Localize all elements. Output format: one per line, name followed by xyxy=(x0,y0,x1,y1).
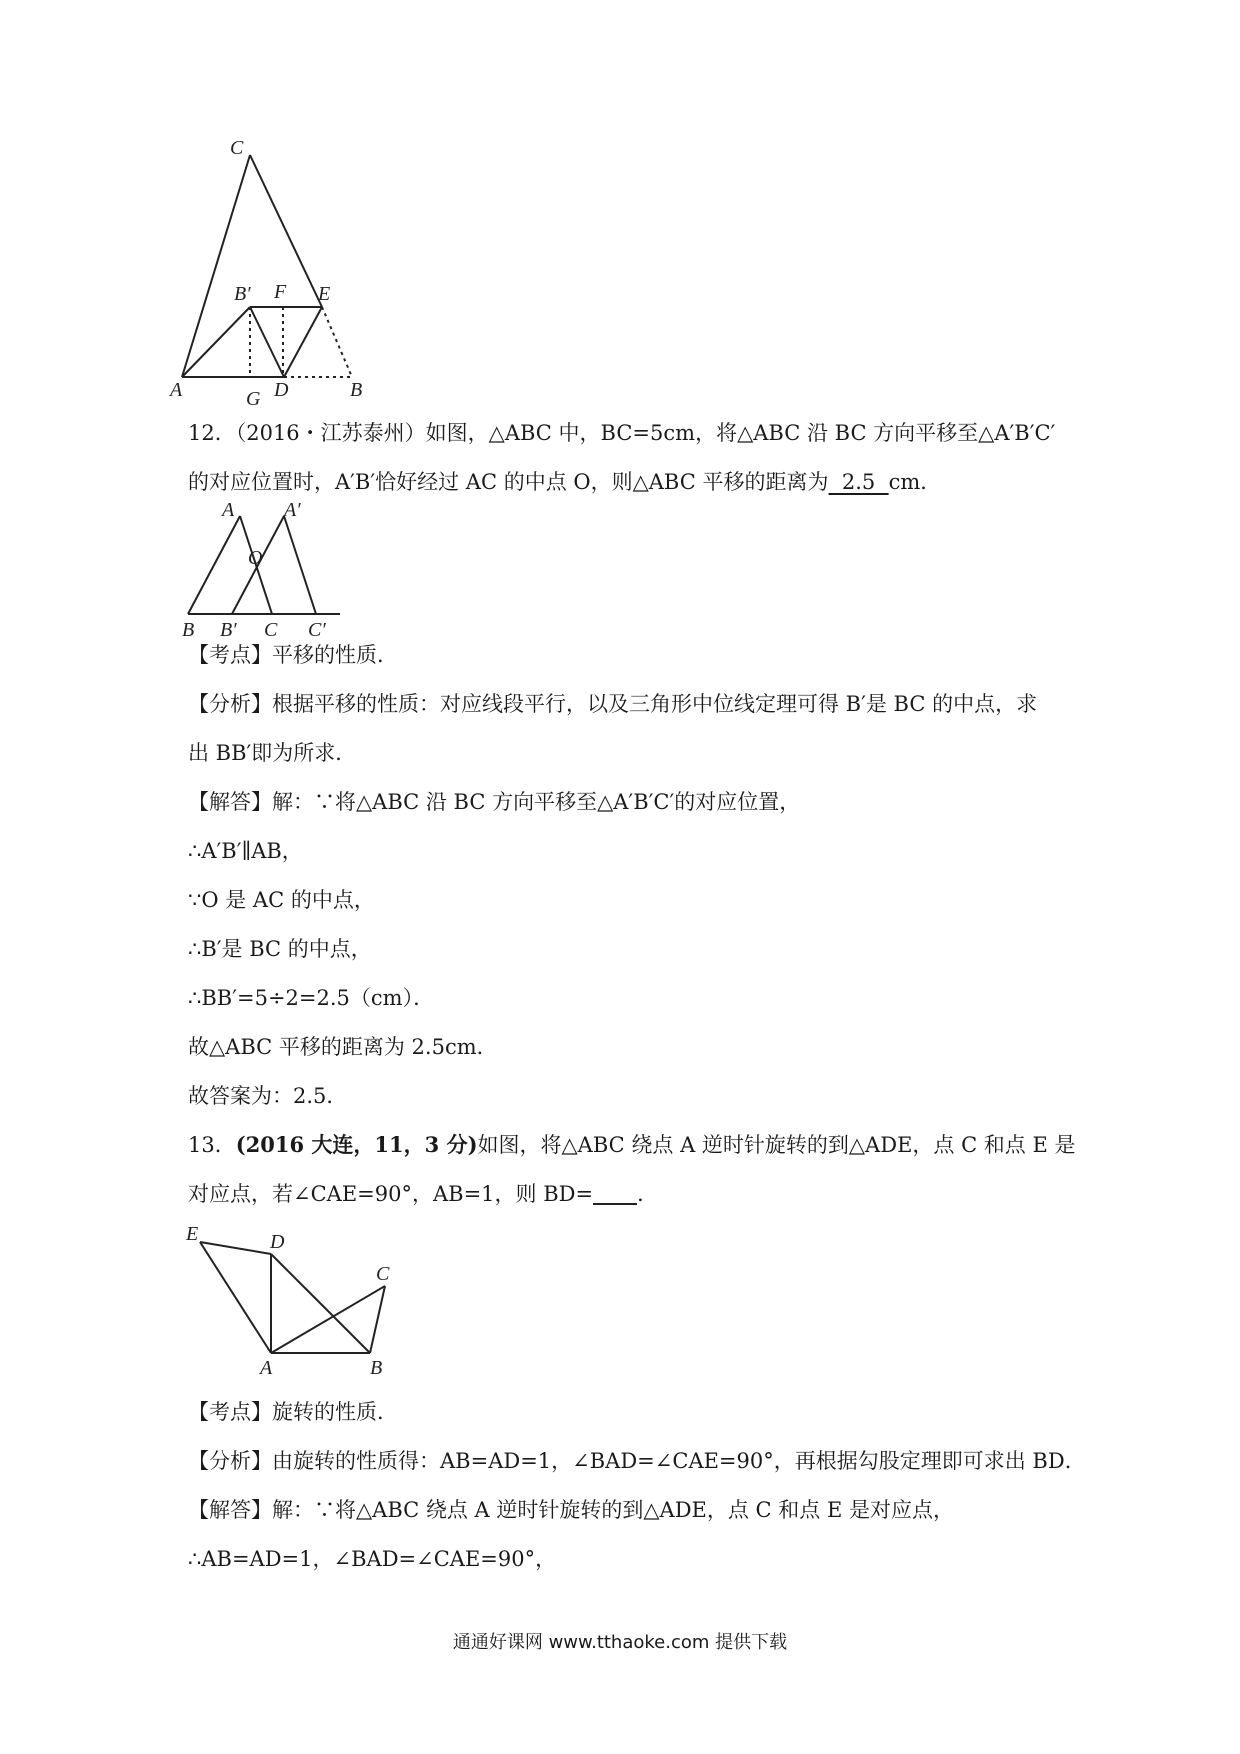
q12-step5: 故△ABC 平移的距离为 2.5cm． xyxy=(188,1035,498,1059)
label-C: C xyxy=(230,137,244,159)
q13-line1-text: 如图，将△ABC 绕点 A 逆时针旋转的到△ADE，点 C 和点 E 是 xyxy=(477,1133,1076,1157)
label-B-prime: B′ xyxy=(234,283,251,305)
figure3-svg xyxy=(188,1218,398,1378)
label-B: B xyxy=(182,619,195,641)
label-E: E xyxy=(186,1223,199,1245)
q13-line2-text: 对应点，若∠CAE=90°，AB=1，则 BD= xyxy=(188,1182,594,1206)
q12-answer-blank: 2.5 xyxy=(828,470,889,494)
q13-fenxi: 【分析】由旋转的性质得：AB=AD=1，∠BAD=∠CAE=90°，再根据勾股定理即可求出 BD． xyxy=(188,1449,1086,1473)
label-A-prime: A′ xyxy=(284,499,301,521)
figure-triangle-abc-parallelogram xyxy=(170,137,410,410)
q13-line1 xyxy=(188,1130,1076,1160)
q12-step2: ∵O 是 AC 的中点， xyxy=(188,888,375,912)
q12-line2-unit: cm． xyxy=(888,470,942,494)
q12-fenxi-line1: 【分析】根据平移的性质：对应线段平行，以及三角形中位线定理可得 B′是 BC 的中点，求 xyxy=(188,692,1038,716)
label-D: D xyxy=(274,379,289,401)
label-G: G xyxy=(246,388,261,410)
q12-line2-text: 的对应位置时，A′B′恰好经过 AC 的中点 O，则△ABC 平移的距离为 xyxy=(188,470,829,494)
label-B: B xyxy=(350,379,363,401)
q12-line1: 12．（2016・江苏泰州）如图，△ABC 中，BC=5cm，将△ABC 沿 BC 方向平移至△A′B′C′ xyxy=(188,421,1056,445)
label-O: O xyxy=(248,547,263,569)
q12-line2 xyxy=(188,467,941,497)
label-B: B xyxy=(370,1357,383,1379)
label-C-prime: C′ xyxy=(308,619,326,641)
page-footer: 通通好课网 www.tthaoke.com 提供下载 xyxy=(452,1632,788,1653)
q13-line2-end: ． xyxy=(637,1182,659,1206)
figure2-svg xyxy=(182,499,348,641)
q13-source: (2016 大连，11，3 分) xyxy=(235,1132,478,1157)
label-F: F xyxy=(274,281,287,303)
q13-answer-blank xyxy=(593,1181,637,1205)
label-B-prime: B′ xyxy=(220,619,237,641)
q13-line2 xyxy=(188,1179,658,1209)
label-D: D xyxy=(270,1231,285,1253)
label-A: A xyxy=(222,499,235,521)
label-E: E xyxy=(318,283,331,305)
figure-translation-triangles xyxy=(182,499,348,641)
q13-number: 13． xyxy=(188,1133,236,1157)
label-A: A xyxy=(260,1357,273,1379)
q12-step3: ∴B′是 BC 的中点， xyxy=(188,937,372,961)
figure1-svg xyxy=(170,137,410,410)
q12-jieda-line1: 【解答】解：∵将△ABC 沿 BC 方向平移至△A′B′C′的对应位置， xyxy=(188,790,801,814)
q13-jieda-line1: 【解答】解：∵将△ABC 绕点 A 逆时针旋转的到△ADE，点 C 和点 E 是对应点， xyxy=(188,1498,954,1522)
q12-fenxi-line2: 出 BB′即为所求． xyxy=(188,741,357,765)
figure-rotation-triangles xyxy=(188,1218,398,1378)
q13-step1: ∴AB=AD=1，∠BAD=∠CAE=90°， xyxy=(188,1547,557,1571)
label-C: C xyxy=(376,1263,390,1285)
q12-step1: ∴A′B′∥AB， xyxy=(188,839,303,863)
q12-step4: ∴BB′=5÷2=2.5（cm）． xyxy=(188,986,435,1010)
q12-step6: 故答案为：2.5． xyxy=(188,1084,348,1108)
label-C: C xyxy=(264,619,278,641)
label-A: A xyxy=(170,379,183,401)
q12-kaodian: 【考点】平移的性质． xyxy=(188,643,398,667)
q13-kaodian: 【考点】旋转的性质． xyxy=(188,1400,398,1424)
